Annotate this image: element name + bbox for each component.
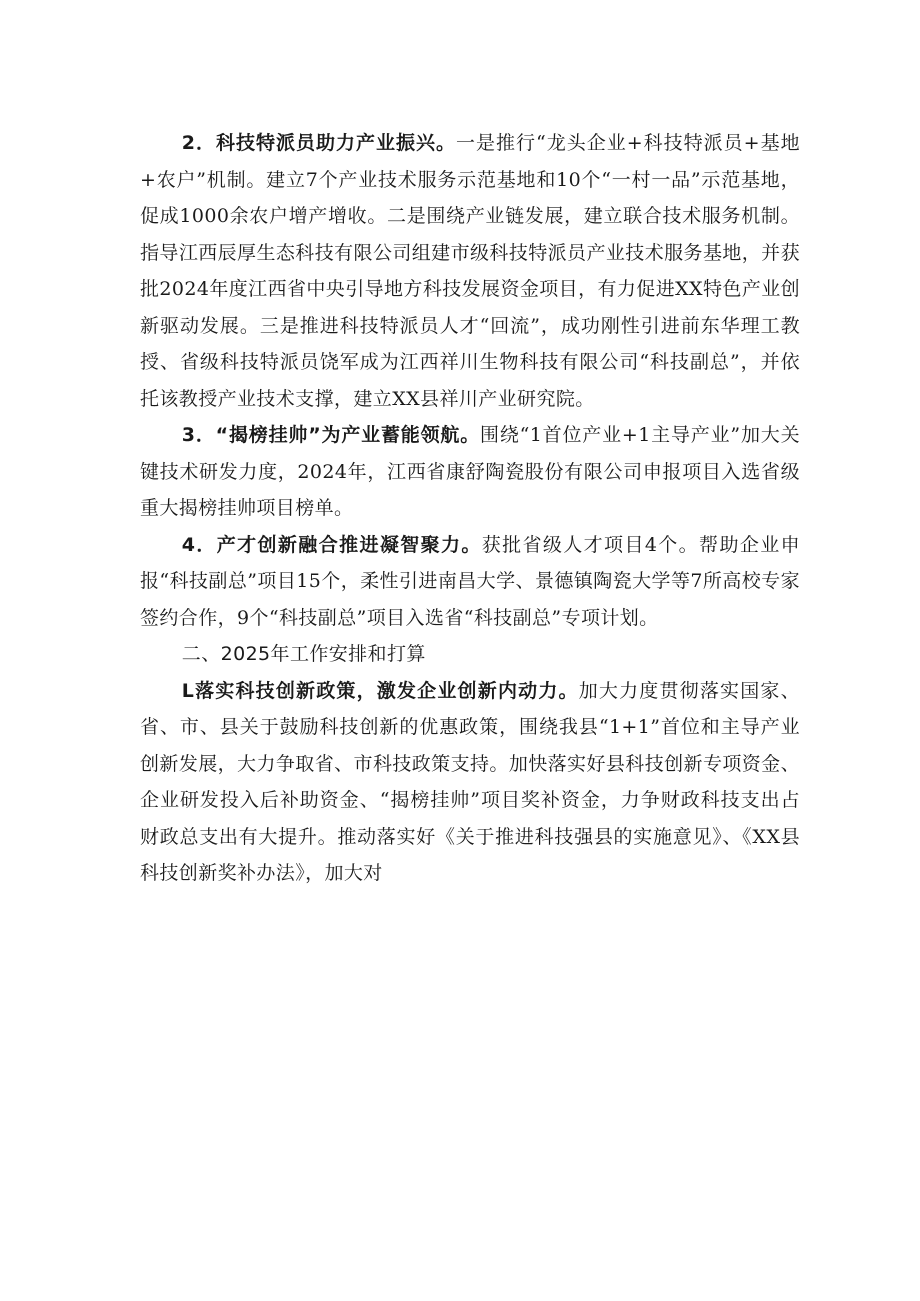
paragraph-body: 加大力度贯彻落实国家、省、市、县关于鼓励科技创新的优惠政策，围绕我县“1+1”首位和主导产业创新发展，大力争取省、市科技政策支持。加快落实好县科技创新专项资金、企业研发投入后补助资金、“揭榜挂帅”项目奖补资金，力争财政科技支出占财政总支出有大提升。推动落实好《关于推进科技强县的实施意见》、《XX县科技创新奖补办法》，加大对	[140, 679, 800, 884]
paragraph-lead: 4．产才创新融合推进凝智聚力。	[181, 533, 482, 556]
paragraph-body: 围绕“1首位产业+1主导产业”加大关键技术研发力度，2024年，江西省康舒陶瓷股份有限公司申报项目入选省级重大揭榜挂帅项目榜单。	[140, 424, 800, 519]
paragraph-policy	[140, 673, 800, 892]
section-heading: 二、2025年工作安排和打算	[181, 643, 426, 665]
paragraph-body: 获批省级人才项目4个。帮助企业申报“科技副总”项目15个，柔性引进南昌大学、景德镇陶瓷大学等7所高校专家签约合作，9个“科技副总”项目入选省“科技副总”专项计划。	[140, 533, 800, 629]
paragraph-tech-envoy	[140, 125, 800, 417]
paragraph-lead: 2．科技特派员助力产业振兴。	[181, 132, 457, 154]
paragraph-jiebang-guashuai	[140, 417, 800, 527]
paragraph-lead: L落实科技创新政策，激发企业创新内动力。	[181, 679, 579, 702]
paragraph-lead: 3．“揭榜挂帅”为产业蓄能领航。	[181, 424, 481, 446]
paragraph-talent-integration	[140, 527, 800, 637]
paragraph-body: 一是推行“龙头企业+科技特派员+基地+农户”机制。建立7个产业技术服务示范基地和10个“一村一品”示范基地，促成1000余农户增产增收。二是围绕产业链发展，建立联合技术服务机制。指导江西辰厚生态科技有限公司组建市级科技特派员产业技术服务基地，并获批2024年度江西省中央引导地方科技发展资金项目，有力促进XX特色产业创新驱动发展。三是推进科技特派员人才“回流”，成功刚性引进前东华理工教授、省级科技特派员饶军成为江西祥川生物科技有限公司“科技副总”，并依托该教授产业技术支撑，建立XX县祥川产业研究院。	[140, 132, 800, 410]
document-body	[140, 125, 800, 892]
